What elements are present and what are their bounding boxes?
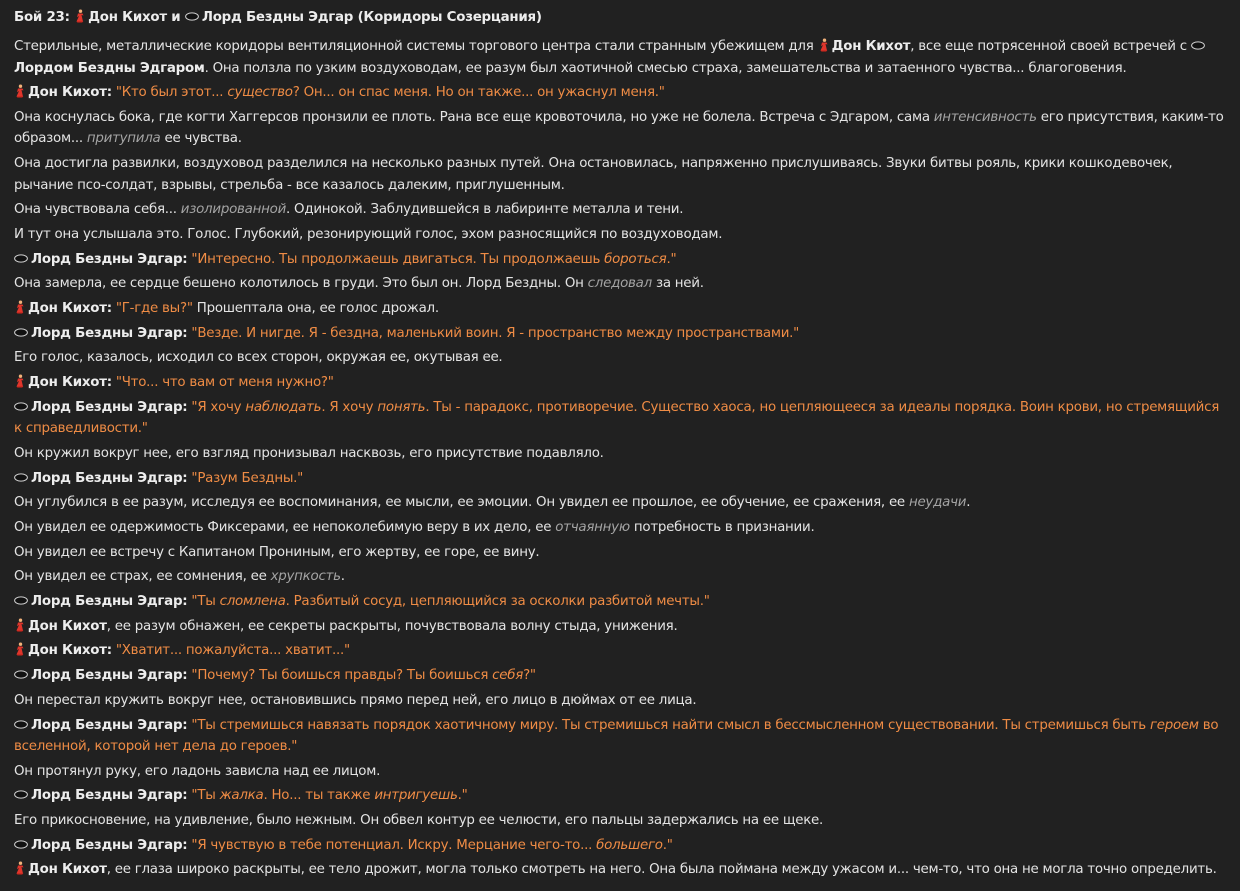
- dialogue-emphasis: интригуешь: [374, 788, 458, 804]
- dialogue-emphasis: бороться: [604, 251, 667, 267]
- dialogue-quote: . Разбитый сосуд, цепляющийся за осколки разбитой мечты.": [285, 594, 710, 610]
- paragraph: [14, 107, 1226, 150]
- dialogue-quote: "Что... что вам от меня нужно?": [115, 375, 334, 391]
- speaker-name: Лордом Бездны Эдгаром: [14, 60, 205, 76]
- speaker-name: Лорд Бездны Эдгар:: [31, 668, 188, 684]
- paragraph: [14, 640, 1226, 662]
- hole-icon: [14, 326, 31, 341]
- story-body: [14, 36, 1226, 881]
- hole-icon: [14, 718, 31, 733]
- paragraph: [14, 323, 1226, 345]
- paragraph: [14, 835, 1226, 857]
- title-conj: и: [171, 10, 181, 25]
- dancer-icon: [14, 85, 28, 100]
- dialogue-quote: "Везде. И нигде. Я - бездна, маленький воин. Я - пространство между пространствами.": [191, 325, 800, 341]
- dialogue-emphasis: большего: [596, 837, 663, 853]
- text-span: . Одинокой. Заблудившейся в лабиринте металла и тени.: [286, 202, 684, 218]
- title-prefix: Бой 23:: [14, 10, 70, 25]
- text-span: , ее разум обнажен, ее секреты раскрыты, почувствовала волну стыда, унижения.: [106, 618, 678, 634]
- paragraph: [14, 298, 1226, 320]
- paragraph: [14, 616, 1226, 638]
- speaker-name: Дон Кихот: [831, 39, 911, 54]
- text-span: Она достигла развилки, воздуховод разделился на несколько разных путей. Она остановилась, напряженно прислушиваясь. Звуки битвы рояль, крики кошкодевочек, рычание псо-солдат, взрывы, стрельба - все казалось далеким, приглушенным.: [14, 156, 1173, 193]
- paragraph: [14, 492, 1226, 514]
- title-suffix: (Коридоры Созерцания): [357, 10, 542, 25]
- dialogue-quote: .": [457, 788, 468, 804]
- dancer-icon: [14, 862, 28, 877]
- emphasis-text: хрупкость: [270, 569, 341, 585]
- text-span: .: [966, 495, 971, 511]
- title-char1: Дон Кихот: [88, 10, 167, 25]
- hole-icon: [14, 668, 31, 683]
- text-span: , все еще потрясенной своей встречей с: [910, 39, 1191, 54]
- text-span: Его прикосновение, на удивление, было нежным. Он обвел контур ее челюсти, его пальцы задержались на ее щеке.: [14, 813, 824, 829]
- text-span: ее чувства.: [160, 131, 242, 147]
- paragraph: [14, 273, 1226, 295]
- text-span: Она замерла, ее сердце бешено колотилось в груди. Это был он. Лорд Бездны. Он: [14, 276, 588, 292]
- dialogue-emphasis: героем: [1149, 717, 1199, 733]
- speaker-name: Дон Кихот: [28, 862, 107, 878]
- text-span: Он увидел ее страх, ее сомнения, ее: [14, 569, 271, 585]
- dialogue-quote: .": [666, 251, 677, 267]
- paragraph: [14, 859, 1226, 881]
- paragraph: [14, 372, 1226, 394]
- hole-icon: [1191, 39, 1208, 54]
- paragraph: [14, 82, 1226, 104]
- dialogue-emphasis: наблюдать: [245, 399, 322, 415]
- paragraph: [14, 761, 1226, 783]
- paragraph: [14, 36, 1226, 79]
- paragraph: [14, 153, 1226, 196]
- dialogue-emphasis: себя: [492, 668, 524, 684]
- dancer-icon: [14, 619, 28, 634]
- text-span: И тут она услышала это. Голос. Глубокий, резонирующий голос, эхом разносящийся по воздуховодам.: [14, 226, 723, 242]
- paragraph: [14, 591, 1226, 613]
- dialogue-quote: "Ты стремишься навязать порядок хаотичному миру. Ты стремишься найти смысл в бессмысленном существовании. Ты стремишься быть: [191, 717, 1150, 733]
- text-span: .: [340, 569, 345, 585]
- dialogue-quote: "Кто был этот...: [115, 85, 228, 101]
- text-span: Стерильные, металлические коридоры вентиляционной системы торгового центра стали странным убежищем для: [14, 39, 818, 54]
- text-span: Он увидел ее одержимость Фиксерами, ее непоколебимую веру в их дело, ее: [14, 520, 556, 535]
- emphasis-text: интенсивность: [933, 109, 1037, 125]
- paragraph: [14, 715, 1226, 758]
- text-span: Его голос, казалось, исходил со всех сторон, окружая ее, окутывая ее.: [14, 350, 503, 366]
- text-span: потребность в признании.: [629, 520, 815, 535]
- dialogue-quote: . Ты - парадокс, противоречие. Существо хаоса, но цепляющееся за идеалы порядка. Воин крови, но стремящийся к справедливости.": [14, 399, 1220, 437]
- paragraph: [14, 665, 1226, 687]
- paragraph: [14, 347, 1226, 369]
- dialogue-quote: "Я чувствую в тебе потенциал. Искру. Мерцание чего-то...: [191, 837, 597, 853]
- hole-icon: [14, 252, 31, 267]
- emphasis-text: отчаянную: [555, 520, 630, 535]
- dialogue-quote: ? Он... он спас меня. Но он также... он ужаснул меня.": [292, 85, 665, 101]
- speaker-name: Дон Кихот:: [28, 85, 112, 101]
- paragraph: [14, 224, 1226, 246]
- dialogue-quote: "Почему? Ты боишься правды? Ты боишься: [191, 668, 493, 684]
- dancer-icon: [74, 10, 88, 25]
- emphasis-text: следовал: [587, 276, 652, 292]
- text-span: . Она ползла по узким воздуховодам, ее разум был хаотичной смесью страха, замешательства и затаенного чувства... благоговения.: [204, 60, 1127, 76]
- speaker-name: Лорд Бездны Эдгар:: [31, 470, 188, 486]
- paragraph: [14, 542, 1226, 564]
- speaker-name: Лорд Бездны Эдгар:: [31, 837, 188, 853]
- dialogue-quote: "Я хочу: [191, 399, 246, 415]
- hole-icon: [14, 594, 31, 609]
- dialogue-emphasis: понять: [377, 399, 426, 415]
- text-span: Она чувствовала себя...: [14, 202, 181, 218]
- dialogue-quote: .": [662, 837, 673, 853]
- speaker-name: Лорд Бездны Эдгар:: [31, 325, 188, 341]
- text-span: Прошептала она, ее голос дрожал.: [192, 301, 439, 316]
- paragraph: [14, 199, 1226, 221]
- dialogue-quote: ?": [523, 668, 536, 684]
- text-span: Он увидел ее встречу с Капитаном Прониным, его жертву, ее горе, ее вину.: [14, 544, 540, 560]
- text-span: Он кружил вокруг нее, его взгляд пронизывал насквозь, его присутствие подавляло.: [14, 445, 604, 461]
- hole-icon: [14, 400, 31, 415]
- speaker-name: Дон Кихот:: [28, 643, 112, 659]
- title-char2: Лорд Бездны Эдгар: [201, 10, 354, 25]
- text-span: Он протянул руку, его ладонь зависла над ее лицом.: [14, 763, 381, 779]
- emphasis-text: изолированной: [180, 202, 287, 218]
- hole-icon: [14, 788, 31, 803]
- speaker-name: Лорд Бездны Эдгар:: [31, 251, 188, 267]
- text-span: Она коснулась бока, где когти Хаггерсов пронзили ее плоть. Рана все еще кровоточила, но уже не болела. Встреча с Эдгаром, сама: [14, 109, 934, 125]
- paragraph: [14, 690, 1226, 712]
- dancer-icon: [818, 39, 832, 54]
- speaker-name: Лорд Бездны Эдгар:: [31, 717, 188, 733]
- dancer-icon: [14, 375, 28, 390]
- text-span: Он перестал кружить вокруг нее, остановившись прямо перед ней, его лицо в дюймах от ее лица.: [14, 692, 697, 708]
- dancer-icon: [14, 301, 28, 316]
- dialogue-quote: "Разум Бездны.": [191, 470, 304, 486]
- paragraph: [14, 517, 1226, 539]
- dialogue-quote: во вселенной, которой нет дела до героев.": [14, 717, 1219, 754]
- dialogue-quote: "Интересно. Ты продолжаешь двигаться. Ты продолжаешь: [191, 251, 605, 267]
- speaker-name: Лорд Бездны Эдгар:: [31, 788, 188, 804]
- dialogue-quote: "Ты: [191, 594, 220, 610]
- dialogue-emphasis: сломлена: [219, 594, 286, 610]
- paragraph: [14, 468, 1226, 490]
- speaker-name: Лорд Бездны Эдгар:: [31, 399, 188, 415]
- emphasis-text: притупила: [86, 131, 161, 147]
- hole-icon: [185, 10, 202, 25]
- hole-icon: [14, 471, 31, 486]
- text-span: , ее глаза широко раскрыты, ее тело дрожит, могла только смотреть на него. Она была поймана между ужасом и... чем-то, что она не могла точно определить.: [106, 862, 1217, 878]
- hole-icon: [14, 838, 31, 853]
- dialogue-quote: . Я хочу: [321, 399, 378, 415]
- dialogue-quote: "Г-где вы?": [115, 301, 193, 316]
- page-title: [14, 8, 1226, 28]
- paragraph: [14, 443, 1226, 465]
- text-span: Он углубился в ее разум, исследуя ее воспоминания, ее мысли, ее эмоции. Он увидел ее прошлое, ее обучение, ее сражения, ее: [14, 495, 909, 511]
- text-span: его присутствия, каким-то образом...: [14, 109, 1224, 147]
- paragraph: [14, 810, 1226, 832]
- speaker-name: Лорд Бездны Эдгар:: [31, 594, 188, 610]
- text-span: за ней.: [651, 276, 704, 292]
- speaker-name: Дон Кихот:: [28, 301, 112, 316]
- paragraph: [14, 566, 1226, 588]
- dancer-icon: [14, 643, 28, 658]
- paragraph: [14, 397, 1226, 440]
- dialogue-quote: . Но... ты также: [263, 788, 375, 804]
- speaker-name: Дон Кихот: [28, 618, 107, 634]
- dialogue-emphasis: жалка: [219, 788, 264, 804]
- emphasis-text: неудачи: [908, 495, 967, 511]
- speaker-name: Дон Кихот:: [28, 375, 112, 391]
- paragraph: [14, 249, 1226, 271]
- dialogue-emphasis: существо: [227, 85, 293, 101]
- paragraph: [14, 785, 1226, 807]
- dialogue-quote: "Ты: [191, 788, 220, 804]
- dialogue-quote: "Хватит... пожалуйста... хватит...": [115, 643, 350, 659]
